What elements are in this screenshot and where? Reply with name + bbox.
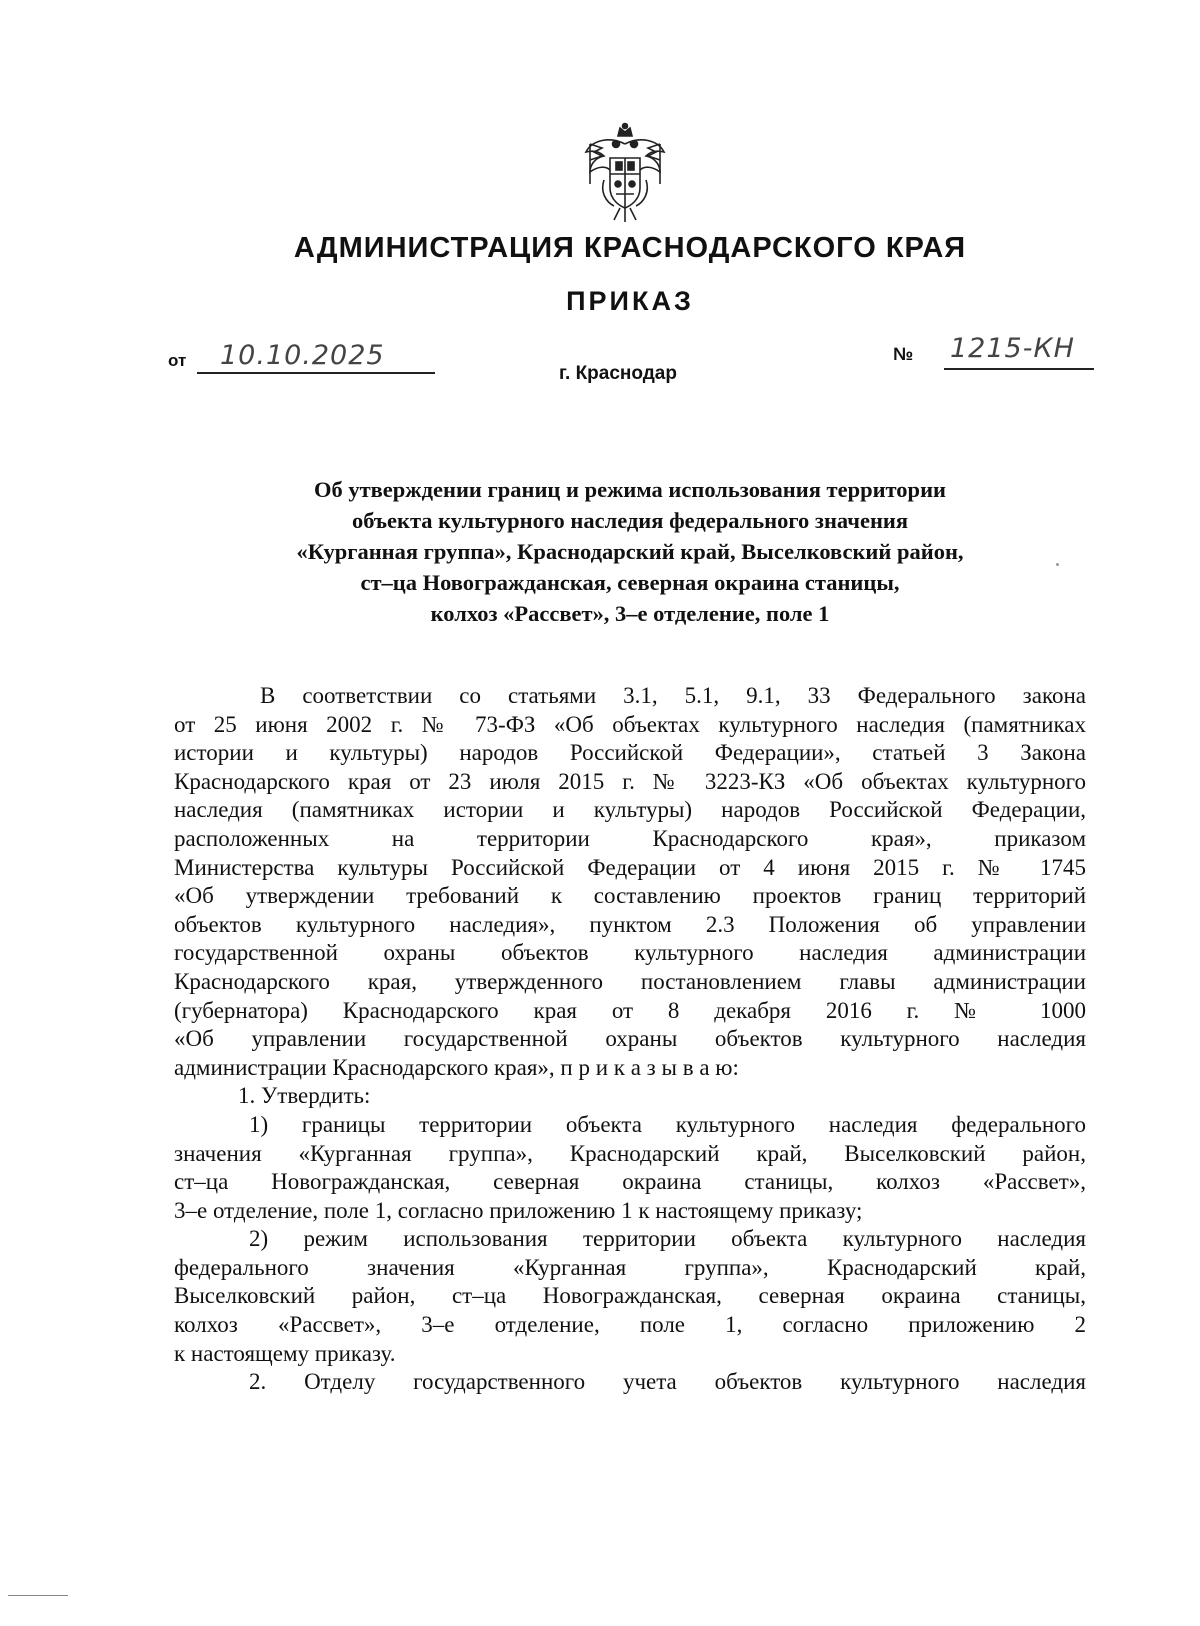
body-line: (губернатора) Краснодарского края от 8 декабря 2016 г. № 1000 — [174, 997, 1086, 1023]
body-line: к настоящему приказу. — [174, 1340, 396, 1366]
body-line: наследия (памятниках истории и культуры) народов Российской Федерации, — [174, 797, 1086, 823]
margin-mark — [8, 1595, 68, 1596]
scan-speck — [1056, 563, 1059, 566]
body-line: 2) режим использования территории объекта культурного наследия — [249, 1226, 1086, 1252]
document-title — [200, 474, 1060, 629]
title-line: объекта культурного наследия федерального значения — [351, 508, 909, 533]
number-label: № — [893, 344, 914, 364]
coat-of-arms-icon — [580, 122, 670, 224]
organization-name: АДМИНИСТРАЦИЯ КРАСНОДАРСКОГО КРАЯ — [293, 232, 967, 264]
body-line: ст–ца Новогражданская, северная окраина станицы, колхоз «Рассвет», — [174, 1169, 1086, 1195]
title-line: Об утверждении границ и режима использования территории — [313, 477, 947, 502]
title-line: «Курганная группа», Краснодарский край, Выселковский район, — [296, 539, 964, 564]
body-line: истории и культуры) народов Российской Федерации», статьей 3 Закона — [174, 740, 1086, 766]
body-line: колхоз «Рассвет», 3–е отделение, поле 1, согласно приложению 2 — [174, 1312, 1086, 1338]
number-value: 1215-КН — [950, 333, 1075, 364]
body-line: объектов культурного наследия», пунктом 2.3 Положения об управлении — [174, 911, 1086, 937]
city-label: г. Краснодар — [559, 363, 677, 384]
body-line: Министерства культуры Российской Федерации от 4 июня 2015 г. № 1745 — [174, 854, 1086, 880]
body-line: 2. Отделу государственного учета объектов культурного наследия — [249, 1369, 1086, 1395]
date-label: от — [168, 351, 187, 370]
body-line: «Об управлении государственной охраны объектов культурного наследия — [174, 1026, 1086, 1052]
body-line: В соответствии со статьями 3.1, 5.1, 9.1, 33 Федерального закона — [260, 683, 1086, 708]
body-line: Краснодарского края, утвержденного постановлением главы администрации — [174, 968, 1086, 994]
date-underline — [197, 372, 435, 374]
document-type: ПРИКАЗ — [566, 286, 694, 316]
body-line: федерального значения «Курганная группа», Краснодарский край, — [174, 1254, 1086, 1280]
body-line: от 25 июня 2002 г. № 73-ФЗ «Об объектах культурного наследия (памятниках — [174, 711, 1086, 737]
document-body — [174, 682, 1086, 1397]
body-line: 1. Утвердить: — [238, 1083, 371, 1109]
title-line: ст–ца Новогражданская, северная окраина станицы, — [360, 570, 900, 595]
body-line: Краснодарского края от 23 июля 2015 г. № 3223-КЗ «Об объектах культурного — [174, 768, 1086, 794]
body-line: 1) границы территории объекта культурного наследия федерального — [249, 1111, 1086, 1137]
body-line: администрации Краснодарского края», п р и к а з ы в а ю: — [174, 1054, 739, 1080]
body-line: государственной охраны объектов культурного наследия администрации — [174, 940, 1086, 966]
body-line: расположенных на территории Краснодарского края», приказом — [174, 825, 1086, 851]
number-underline — [944, 368, 1094, 370]
date-value: 10.10.2025 — [220, 340, 385, 371]
body-line: «Об утверждении требований к составлению проектов границ территорий — [174, 883, 1086, 909]
body-line: Выселковский район, ст–ца Новогражданская, северная окраина станицы, — [174, 1283, 1086, 1309]
body-line: значения «Курганная группа», Краснодарский край, Выселковский район, — [174, 1140, 1086, 1166]
body-line: 3–е отделение, поле 1, согласно приложению 1 к настоящему приказу; — [174, 1197, 863, 1223]
title-line: колхоз «Рассвет», 3–е отделение, поле 1 — [430, 601, 830, 626]
